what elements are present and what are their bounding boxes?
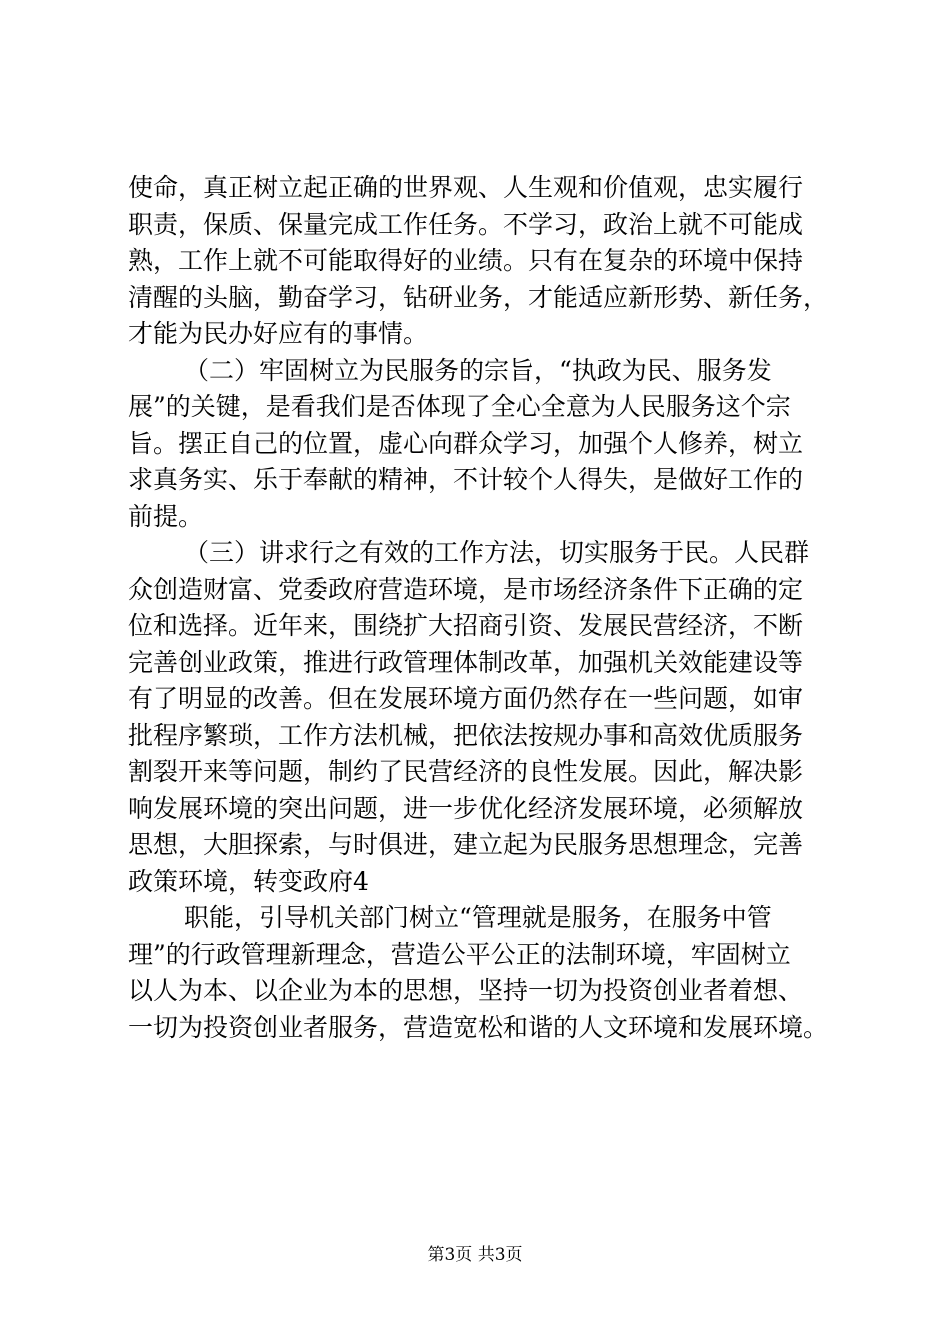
text-line: （三）讲求行之有效的工作方法，切实服务于民。人民群 [184, 538, 810, 567]
text-line: 完善创业政策，推进行政管理体制改革，加强机关效能建设等 [128, 647, 804, 677]
text-line: 响发展环境的突出问题，进一步优化经济发展环境，必须解放 [128, 793, 804, 823]
text-line: 旨。摆正自己的位置，虚心向群众学习，加强个人修养，树立 [128, 428, 804, 458]
text-line: 思想，大胆探索，与时俱进，建立起为民服务思想理念，完善 [128, 830, 804, 859]
text-line: 职责，保质、保量完成工作任务。不学习，政治上就不可能成 [128, 209, 804, 239]
text-line: 政策环境，转变政府4 [128, 866, 369, 896]
text-line: 熟，工作上就不可能取得好的业绩。只有在复杂的环境中保持 [128, 246, 804, 275]
document-body [128, 170, 848, 1046]
text-line: 以人为本、以企业为本的思想，坚持一切为投资创业者着想、 [128, 976, 804, 1005]
text-line: 求真务实、乐于奉献的精神，不计较个人得失，是做好工作的 [128, 465, 804, 494]
paragraph-section-2 [128, 353, 848, 536]
paragraph-section-3-cont [128, 900, 848, 1046]
text-line: 位和选择。近年来，围绕扩大招商引资、发展民营经济，不断 [128, 611, 804, 640]
text-line: （二）牢固树立为民服务的宗旨，“执政为民、服务发 [184, 355, 772, 385]
text-line: 使命，真正树立起正确的世界观、人生观和价值观，忠实履行 [128, 173, 804, 202]
text-line: 一切为投资创业者服务，营造宽松和谐的人文环境和发展环境。 [128, 1012, 829, 1042]
text-line: 前提。 [128, 501, 204, 531]
text-line: 职能，引导机关部门树立“管理就是服务，在服务中管 [184, 903, 772, 932]
text-line: 有了明显的改善。但在发展环境方面仍然存在一些问题，如审 [128, 684, 804, 713]
paragraph-continuation [128, 170, 848, 353]
text-line: 清醒的头脑，勤奋学习，钻研业务，才能适应新形势、新任务， [128, 282, 829, 312]
paragraph-section-3 [128, 535, 848, 900]
text-line: 展”的关键，是看我们是否体现了全心全意为人民服务这个宗 [128, 392, 791, 421]
page-footer: 第3页 共3页 [427, 1245, 523, 1265]
text-line: 才能为民办好应有的事情。 [128, 319, 429, 348]
text-line: 理”的行政管理新理念，营造公平公正的法制环境，牢固树立 [128, 939, 791, 969]
text-line: 割裂开来等问题，制约了民营经济的良性发展。因此，解决影 [128, 757, 804, 786]
text-line: 众创造财富、党委政府营造环境，是市场经济条件下正确的定 [128, 574, 804, 604]
text-line: 批程序繁琐，工作方法机械，把依法按规办事和高效优质服务 [128, 720, 804, 750]
